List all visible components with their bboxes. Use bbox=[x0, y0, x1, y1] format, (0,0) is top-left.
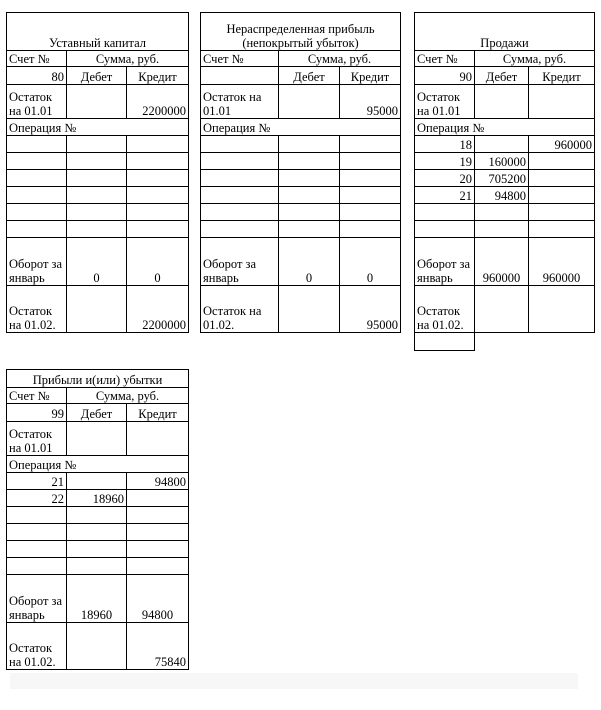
operation-credit bbox=[340, 221, 401, 238]
operation-debit bbox=[67, 221, 127, 238]
operation-credit bbox=[529, 170, 595, 187]
ledger-title: Уставный капитал bbox=[7, 13, 189, 51]
operation-debit bbox=[67, 558, 127, 575]
turnover-label: Оборот за январь bbox=[415, 238, 475, 286]
closing-credit: 2200000 bbox=[127, 286, 189, 333]
operation-debit: 160000 bbox=[475, 153, 529, 170]
operation-number bbox=[201, 187, 279, 204]
operation-number bbox=[415, 204, 475, 221]
credit-label: Кредит bbox=[340, 67, 401, 85]
page-footer-band bbox=[10, 673, 578, 689]
debit-label: Дебет bbox=[67, 67, 127, 85]
opening-balance-label: Остаток на 01.01 bbox=[201, 85, 279, 119]
opening-debit bbox=[67, 422, 127, 456]
credit-label: Кредит bbox=[127, 404, 189, 422]
operation-number bbox=[7, 524, 67, 541]
operation-credit bbox=[127, 170, 189, 187]
closing-balance-label: Остаток на 01.02. bbox=[7, 623, 67, 670]
account-number-label: Счет № bbox=[415, 51, 475, 67]
operation-number: 18 bbox=[415, 136, 475, 153]
ledger-title: Прибыли и(или) убытки bbox=[7, 370, 189, 388]
operation-debit bbox=[279, 153, 340, 170]
operation-credit bbox=[529, 187, 595, 204]
opening-balance-label: Остаток на 01.01 bbox=[7, 85, 67, 119]
debit-label: Дебет bbox=[279, 67, 340, 85]
operation-debit bbox=[279, 187, 340, 204]
operation-debit bbox=[67, 136, 127, 153]
closing-debit bbox=[475, 286, 529, 333]
account-number: 90 bbox=[415, 67, 475, 85]
operation-debit bbox=[67, 541, 127, 558]
turnover-label: Оборот за январь bbox=[7, 238, 67, 286]
amount-label: Сумма, руб. bbox=[67, 388, 189, 404]
amount-label: Сумма, руб. bbox=[279, 51, 401, 67]
amount-label: Сумма, руб. bbox=[475, 51, 595, 67]
operation-row bbox=[415, 221, 595, 238]
operation-row bbox=[415, 204, 595, 221]
ledger-sales bbox=[414, 12, 595, 351]
operation-row bbox=[201, 136, 401, 153]
closing-debit bbox=[67, 286, 127, 333]
turnover-credit: 960000 bbox=[529, 238, 595, 286]
operation-row bbox=[7, 524, 189, 541]
account-number-label: Счет № bbox=[7, 51, 67, 67]
closing-credit: 95000 bbox=[340, 286, 401, 333]
operation-debit bbox=[475, 204, 529, 221]
opening-debit bbox=[279, 85, 340, 119]
turnover-debit: 0 bbox=[279, 238, 340, 286]
closing-debit bbox=[67, 623, 127, 670]
opening-debit bbox=[475, 85, 529, 119]
opening-debit bbox=[67, 85, 127, 119]
operation-debit bbox=[67, 153, 127, 170]
operation-debit bbox=[279, 204, 340, 221]
account-number-label: Счет № bbox=[7, 388, 67, 404]
operation-credit bbox=[127, 136, 189, 153]
credit-label: Кредит bbox=[127, 67, 189, 85]
operations-label: Операция № bbox=[7, 119, 189, 136]
operation-debit bbox=[475, 221, 529, 238]
operation-row bbox=[7, 170, 189, 187]
operation-debit: 705200 bbox=[475, 170, 529, 187]
operation-credit bbox=[529, 153, 595, 170]
operation-debit bbox=[67, 170, 127, 187]
operation-debit bbox=[279, 221, 340, 238]
operation-row bbox=[201, 187, 401, 204]
operation-debit: 94800 bbox=[475, 187, 529, 204]
operation-credit bbox=[340, 187, 401, 204]
operation-row bbox=[415, 170, 595, 187]
operation-credit bbox=[340, 170, 401, 187]
operation-debit bbox=[67, 524, 127, 541]
operation-number: 19 bbox=[415, 153, 475, 170]
closing-debit bbox=[279, 286, 340, 333]
operation-row bbox=[7, 558, 189, 575]
operation-row bbox=[7, 221, 189, 238]
operation-number: 20 bbox=[415, 170, 475, 187]
operation-number bbox=[7, 558, 67, 575]
operation-number bbox=[7, 187, 67, 204]
operation-credit bbox=[529, 221, 595, 238]
operation-credit bbox=[340, 136, 401, 153]
operation-debit bbox=[67, 473, 127, 490]
closing-credit bbox=[529, 286, 595, 333]
operation-number bbox=[415, 221, 475, 238]
operation-number bbox=[7, 541, 67, 558]
turnover-debit: 960000 bbox=[475, 238, 529, 286]
operation-number: 21 bbox=[7, 473, 67, 490]
opening-credit: 2200000 bbox=[127, 85, 189, 119]
operation-number bbox=[7, 170, 67, 187]
account-number: 99 bbox=[7, 404, 67, 422]
operation-row bbox=[7, 473, 189, 490]
operation-row bbox=[415, 187, 595, 204]
debit-label: Дебет bbox=[475, 67, 529, 85]
operation-row bbox=[7, 187, 189, 204]
operation-row bbox=[201, 170, 401, 187]
operation-number bbox=[201, 136, 279, 153]
operation-credit bbox=[127, 524, 189, 541]
operation-row bbox=[7, 136, 189, 153]
operation-credit bbox=[127, 221, 189, 238]
debit-label: Дебет bbox=[67, 404, 127, 422]
operation-debit bbox=[475, 136, 529, 153]
account-number: 80 bbox=[7, 67, 67, 85]
operation-number bbox=[7, 204, 67, 221]
extra-row-cell bbox=[415, 333, 475, 351]
account-number-label: Счет № bbox=[201, 51, 279, 67]
operations-label: Операция № bbox=[201, 119, 401, 136]
operation-row bbox=[7, 204, 189, 221]
operation-number bbox=[7, 507, 67, 524]
operation-credit bbox=[127, 187, 189, 204]
operation-debit: 18960 bbox=[67, 490, 127, 507]
turnover-credit: 0 bbox=[127, 238, 189, 286]
operation-credit: 960000 bbox=[529, 136, 595, 153]
ledger-retained-earnings bbox=[200, 12, 401, 333]
closing-balance-label: Остаток на 01.02. bbox=[201, 286, 279, 333]
operations-label: Операция № bbox=[7, 456, 189, 473]
operation-row bbox=[7, 490, 189, 507]
operation-credit bbox=[127, 204, 189, 221]
opening-credit: 95000 bbox=[340, 85, 401, 119]
operation-credit bbox=[340, 153, 401, 170]
turnover-debit: 0 bbox=[67, 238, 127, 286]
operation-debit bbox=[67, 507, 127, 524]
operation-credit bbox=[127, 490, 189, 507]
ledger-profit-loss bbox=[6, 369, 189, 670]
operation-number bbox=[201, 221, 279, 238]
operation-number bbox=[201, 204, 279, 221]
operation-row bbox=[7, 153, 189, 170]
operation-number bbox=[201, 170, 279, 187]
operation-number bbox=[7, 153, 67, 170]
turnover-debit: 18960 bbox=[67, 575, 127, 623]
ledger-title: Нераспределенная прибыль (непокрытый убыток) bbox=[201, 13, 401, 51]
opening-balance-label: Остаток на 01.01 bbox=[415, 85, 475, 119]
ledger-title: Продажи bbox=[415, 13, 595, 51]
closing-credit: 75840 bbox=[127, 623, 189, 670]
operation-debit bbox=[279, 136, 340, 153]
turnover-credit: 0 bbox=[340, 238, 401, 286]
operation-credit bbox=[127, 153, 189, 170]
operation-credit bbox=[340, 204, 401, 221]
operation-row bbox=[7, 507, 189, 524]
operation-credit bbox=[529, 204, 595, 221]
amount-label: Сумма, руб. bbox=[67, 51, 189, 67]
opening-credit bbox=[529, 85, 595, 119]
operation-number bbox=[201, 153, 279, 170]
operation-number: 22 bbox=[7, 490, 67, 507]
operation-row bbox=[415, 153, 595, 170]
operation-row bbox=[415, 136, 595, 153]
operation-number bbox=[7, 221, 67, 238]
operations-label: Операция № bbox=[415, 119, 595, 136]
closing-balance-label: Остаток на 01.02. bbox=[7, 286, 67, 333]
operation-row bbox=[7, 541, 189, 558]
turnover-label: Оборот за январь bbox=[201, 238, 279, 286]
operation-debit bbox=[67, 187, 127, 204]
account-number bbox=[201, 67, 279, 85]
operation-credit bbox=[127, 558, 189, 575]
operation-credit bbox=[127, 507, 189, 524]
credit-label: Кредит bbox=[529, 67, 595, 85]
closing-balance-label: Остаток на 01.02. bbox=[415, 286, 475, 333]
operation-number: 21 bbox=[415, 187, 475, 204]
operation-credit: 94800 bbox=[127, 473, 189, 490]
ledger-charter-capital bbox=[6, 12, 189, 333]
turnover-label: Оборот за январь bbox=[7, 575, 67, 623]
opening-credit bbox=[127, 422, 189, 456]
operation-row bbox=[201, 221, 401, 238]
turnover-credit: 94800 bbox=[127, 575, 189, 623]
operation-row bbox=[201, 204, 401, 221]
opening-balance-label: Остаток на 01.01 bbox=[7, 422, 67, 456]
operation-number bbox=[7, 136, 67, 153]
operation-debit bbox=[279, 170, 340, 187]
operation-row bbox=[201, 153, 401, 170]
operation-debit bbox=[67, 204, 127, 221]
operation-credit bbox=[127, 541, 189, 558]
